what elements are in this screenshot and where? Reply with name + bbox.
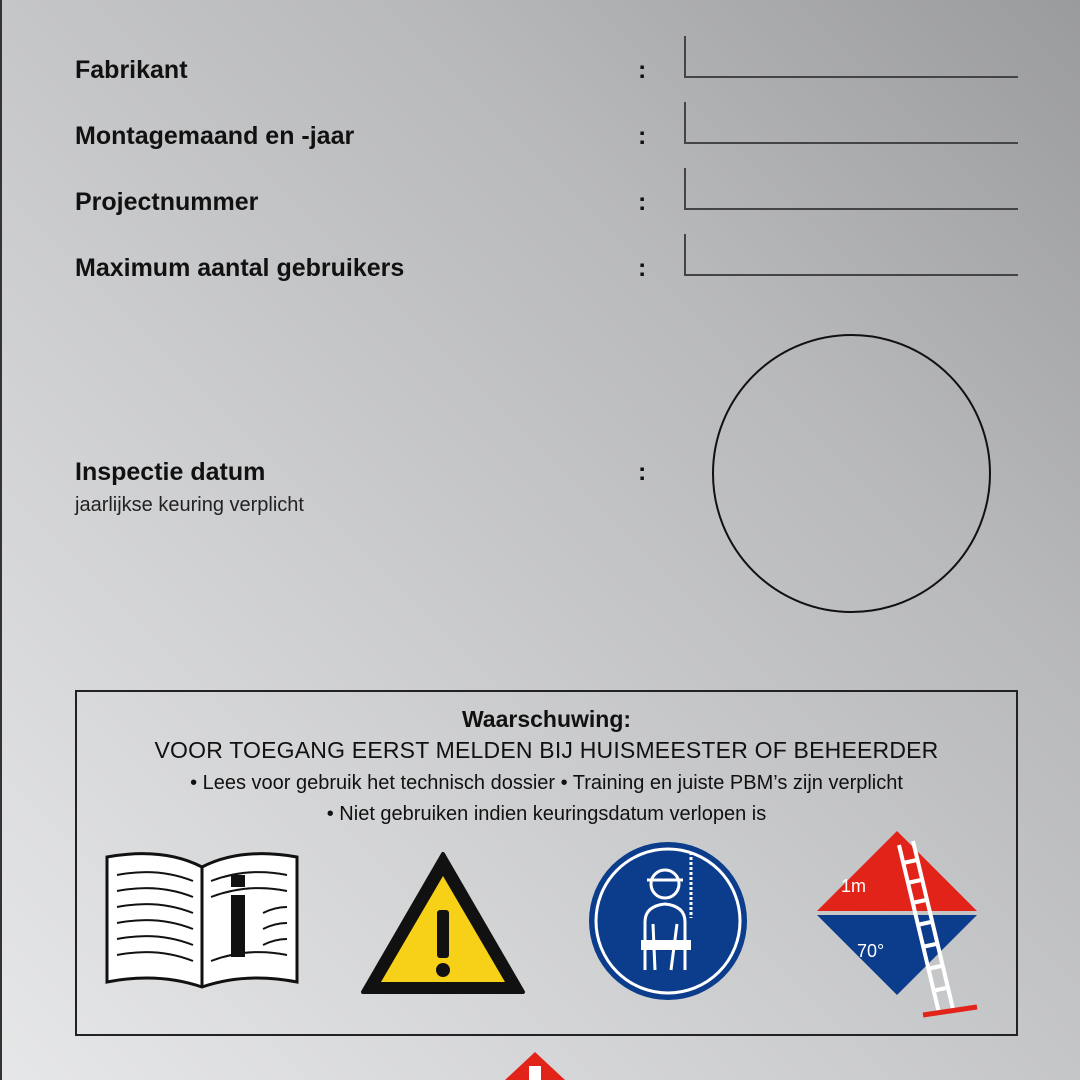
field-max-gebruikers [75,254,1018,299]
projectnummer-input[interactable] [684,168,1018,210]
field-projectnummer [75,188,1018,233]
field-label: Montagemaand en -jaar [75,122,355,150]
ladder-angle-label: 70° [857,941,885,961]
panel-edge [0,0,2,1080]
brand-logo-icon [505,1052,565,1080]
warning-title: Waarschuwing: [461,706,632,732]
warning-line-1: • Lees voor gebruik het technisch dossier • Training en juiste PBM’s zijn verplicht [190,772,903,794]
ladder-angle-icon [807,827,987,1027]
inspection-sticker-circle[interactable] [712,334,991,613]
harness-mandatory-icon [587,840,749,1002]
field-montagemaand [75,122,1018,167]
max-gebruikers-input[interactable] [684,234,1018,276]
inspection-label: Inspectie datum [75,458,266,486]
colon: : [638,188,647,216]
warning-box [75,690,1018,1036]
montagemaand-input[interactable] [684,102,1018,144]
fabrikant-input[interactable] [684,36,1018,78]
ladder-height-label: 1m [841,876,867,896]
colon: : [638,122,647,150]
warning-line-2: • Niet gebruiken indien keuringsdatum verlopen is [326,803,767,825]
inspection-note: jaarlijkse keuring verplicht [75,494,304,516]
field-label: Maximum aantal gebruikers [75,254,405,282]
colon: : [638,458,647,486]
warning-triangle-icon [359,850,527,996]
colon: : [638,56,647,84]
field-label: Fabrikant [75,56,188,84]
field-fabrikant [75,56,1018,101]
field-label: Projectnummer [75,188,259,216]
colon: : [638,254,647,282]
warning-headline: VOOR TOEGANG EERST MELDEN BIJ HUISMEESTER OF BEHEERDER [154,737,939,763]
manual-book-icon [103,847,301,992]
